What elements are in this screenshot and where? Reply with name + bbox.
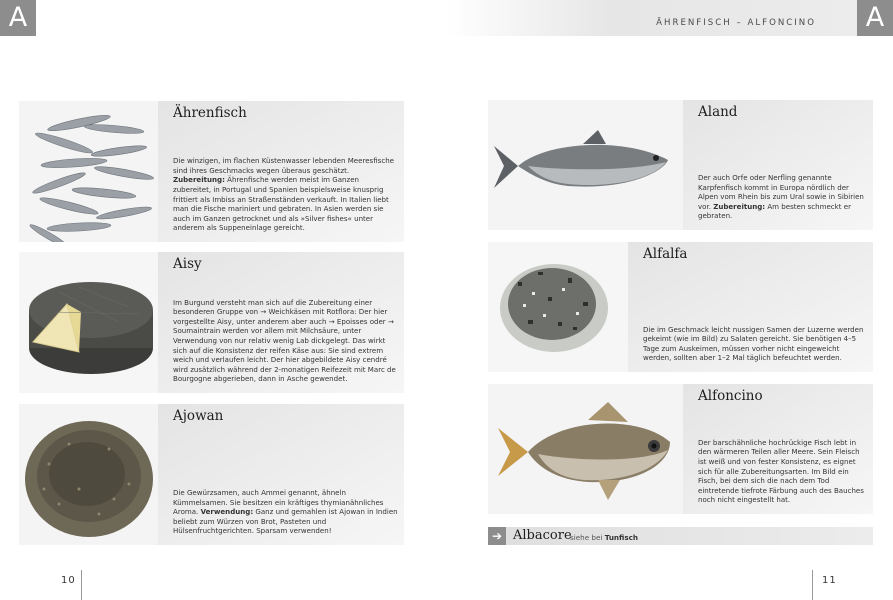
ajowan-image: [19, 404, 158, 545]
entry-body: [173, 488, 398, 536]
alfoncino-image: [488, 384, 683, 514]
alfalfa-panel: [628, 242, 873, 372]
page-number-left: 10: [61, 575, 76, 586]
entry-aisy: [19, 252, 404, 393]
xref-target-link[interactable]: Tunfisch: [604, 533, 639, 542]
entry-title: Alfalfa: [643, 246, 688, 262]
entry-text: Die winzigen, im flachen Küstenwasser lebenden Meeresfische sind ihres Geschmacks wegen überaus geschätzt.: [173, 156, 394, 175]
entry-body: [643, 325, 867, 363]
entry-body: [173, 156, 398, 233]
running-head: ÄHRENFISCH – ALFONCINO: [656, 18, 816, 28]
entry-title: Ährenfisch: [173, 105, 247, 121]
page-number-right: 11: [822, 575, 837, 586]
entry-text: Der barschähnliche hochrückige Fisch lebt in den wärmeren Teilen aller Meere. Sein Fleisch ist weiß und von fester Konsistenz, es eignet sich für alle Zubereitungsarten. Im Bild ein Fisch, bei dem sich die nach dem Tod eintretende tiefrote Färbung auch des Bauches noch nicht eingestellt hat.: [698, 437, 864, 505]
entry-label-text: Am besten schmeckt er gebraten.: [698, 201, 851, 221]
entry-alfoncino: [488, 384, 873, 514]
entry-text: Die Gewürzsamen, auch Ammei genannt, ähneln Kümmelsamen. Sie besitzen ein kräftiges thymianähnliches Aroma.: [173, 488, 384, 517]
aehrenfisch-panel: [158, 101, 404, 242]
entry-text: Die im Geschmack leicht nussigen Samen der Luzerne werden gekeimt (wie im Bild) zu Salaten gereicht. Sie benötigen 4–5 Tage zum Auskeimen, müssen vorher nicht eingeweicht werden, sollten aber 1–2 Mal täglich befeuchtet werden.: [643, 324, 864, 363]
alfoncino-panel: [683, 384, 873, 514]
header-strip: [446, 0, 858, 36]
xref-title: Albacore: [513, 528, 572, 543]
entry-title: Ajowan: [173, 408, 224, 424]
entry-label: Verwendung:: [200, 507, 254, 517]
aisy-panel: [158, 252, 404, 393]
section-letter-left: A: [0, 0, 36, 36]
page-rule-right: [812, 570, 813, 600]
entry-alfalfa: [488, 242, 873, 372]
ajowan-panel: [158, 404, 404, 545]
xref-albacore: [488, 527, 873, 545]
entry-title: Aland: [698, 104, 738, 120]
entry-text: Der auch Orfe oder Nerfling genannte Karpfenfisch kommt in Europa nördlich der Alpen vom Rhein bis zum Ural sowie in Sibirien vor.: [698, 173, 864, 211]
entry-text: Im Burgund versteht man sich auf die Zubereitung einer besonderen Gruppe von → Weichkäsen mit Rotflora: Der hier vorgestellte Aisy, unter anderem aber auch → Epoisses oder → Soumaintrain werden vor allem mit Milchsäure, unter Verwendung von nur relativ wenig Lab dickgelegt. Das wirkt sich auf die Konsistenz der reifen Käse aus: Sie sind extrem weich und verlaufen leicht. Der hier abgebildete Aisy cendré wird zusätzlich während der 2-monatigen Reifezeit mit Marc de Bourgogne abgerieben, dann in Asche gewendet.: [173, 297, 396, 384]
entry-title: Aisy: [173, 256, 202, 272]
aland-panel: [683, 100, 873, 230]
aisy-image: [19, 252, 158, 393]
entry-label-text: Ganz und gemahlen ist Ajowan in Indien beliebt zum Würzen von Brot, Pasteten und Hülsenfruchtgerichten. Sparsam verwenden!: [173, 507, 398, 536]
page-rule-left: [81, 570, 82, 600]
entry-label: Zubereitung:: [713, 201, 766, 211]
entry-body: [698, 173, 867, 221]
xref-see-text: siehe bei: [570, 533, 605, 542]
entry-label: Zubereitung:: [173, 175, 225, 185]
entry-aehrenfisch: [19, 101, 404, 242]
aland-image: [488, 100, 683, 230]
entry-ajowan: [19, 404, 404, 545]
arrow-right-icon: ➔: [488, 527, 506, 545]
entry-body: [698, 438, 867, 505]
section-letter-right: A: [857, 0, 893, 36]
xref-text: [570, 533, 638, 542]
entry-aland: [488, 100, 873, 230]
entry-title: Alfoncino: [698, 388, 763, 404]
entry-body: [173, 298, 398, 384]
aehrenfisch-image: [19, 101, 158, 242]
entry-label-text: Ährenfische werden meist im Ganzen zubereitet, in Portugal und Spanien beispielsweise knusprig frittiert als Imbiss an Straßenständen verkauft. In Italien liebt man die Fische mariniert und gebraten. In Asien werden sie auch im Ganzen getrocknet und als »Silver fishes« unter anderem als Suppeneinlage gereicht.: [173, 175, 389, 233]
